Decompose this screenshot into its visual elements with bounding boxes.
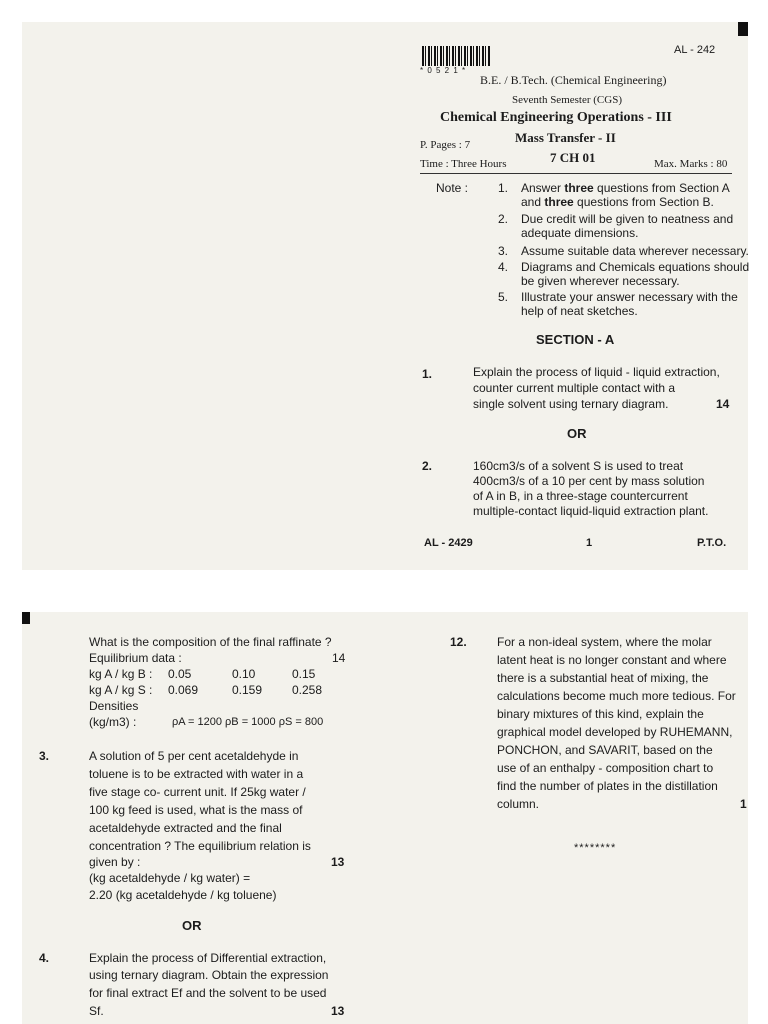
q4-marks: 13 (331, 1004, 345, 1018)
densities-label: Densities (89, 699, 139, 713)
q2-marks: 14 (332, 651, 346, 665)
footer-page-number: 1 (586, 537, 593, 549)
degree: B.E. / B.Tech. (Chemical Engineering) (480, 73, 667, 87)
densities-unit: (kg/m3) : (89, 715, 137, 729)
or-divider: OR (567, 426, 587, 441)
q2-line: 400cm3/s of a 10 per cent by mass solution (473, 474, 705, 488)
footer-pto: P.T.O. (697, 537, 727, 549)
q2-number: 2. (422, 459, 433, 473)
course-code: 7 CH 01 (550, 150, 596, 165)
max-marks: Max. Marks : 80 (654, 158, 728, 170)
eq-row-1-value: 0.05 (168, 667, 192, 681)
end-marker: ******** (574, 842, 617, 854)
q3-line: 2.20 (kg acetaldehyde / kg toluene) (89, 888, 277, 902)
q4-line: using ternary diagram. Obtain the expression (89, 968, 329, 982)
q3-line: acetaldehyde extracted and the final (89, 821, 282, 835)
raffinate-question: What is the composition of the final raffinate ? (89, 635, 332, 649)
note-5: 5. Illustrate your answer necessary with the help of neat sketches. (498, 290, 738, 318)
q12-line: use of an enthalpy - composition chart to (497, 761, 714, 775)
q1-line: single solvent using ternary diagram. (473, 397, 669, 411)
q3-number: 3. (39, 749, 50, 763)
corner-mark (738, 22, 748, 36)
header-rule (420, 173, 732, 174)
pages-count: P. Pages : 7 (420, 139, 471, 151)
q12-number: 12. (450, 635, 467, 649)
q3-marks: 13 (331, 855, 345, 869)
q4-number: 4. (39, 951, 50, 965)
exam-page-2 (22, 612, 748, 1024)
eq-row-1-value: 0.15 (292, 667, 316, 681)
q4-line: Explain the process of Differential extraction, (89, 951, 327, 965)
q3-line: A solution of 5 per cent acetaldehyde in (89, 749, 299, 763)
q2-line: multiple-contact liquid-liquid extraction plant. (473, 504, 709, 518)
q3-line: 100 kg feed is used, what is the mass of (89, 803, 303, 817)
paper-code-top: AL - 242 (674, 44, 716, 56)
footer-paper-code: AL - 2429 (424, 537, 473, 549)
section-heading: SECTION - A (536, 332, 615, 347)
eq-row-1-label: kg A / kg B : (89, 667, 153, 681)
q12-line: latent heat is no longer constant and where (497, 653, 727, 667)
q12-marks: 1 (740, 797, 747, 811)
q12-line: calculations become much more tedious. For (497, 689, 736, 703)
q12-line: For a non-ideal system, where the molar (497, 635, 712, 649)
subtitle: Mass Transfer - II (515, 130, 616, 145)
exam-page-1 (22, 22, 748, 570)
q1-marks: 14 (716, 397, 730, 411)
q3-line: given by : (89, 855, 141, 869)
q4-line: Sf. (89, 1004, 104, 1018)
q1-line: counter current multiple contact with a (473, 381, 676, 395)
q12-line: PONCHON, and SAVARIT, based on the (497, 743, 713, 757)
eq-row-1-value: 0.10 (232, 667, 256, 681)
q12-line: column. (497, 797, 540, 811)
eq-row-2-label: kg A / kg S : (89, 683, 153, 697)
or-divider: OR (182, 918, 202, 933)
q2-line: of A in B, in a three-stage countercurrent (473, 489, 688, 503)
note-3: 3. Assume suitable data wherever necessary. (498, 244, 749, 258)
q3-line: five stage co- current unit. If 25kg water / (89, 785, 306, 799)
q12-line: graphical model developed by RUHEMANN, (497, 725, 733, 739)
q1-line: Explain the process of liquid - liquid extraction, (473, 365, 720, 379)
note-4: 4. Diagrams and Chemicals equations should be given wherever necessary. (498, 260, 750, 288)
corner-mark (22, 612, 30, 624)
eq-row-2-value: 0.159 (232, 683, 263, 697)
note-label: Note : (436, 181, 469, 195)
time: Time : Three Hours (420, 158, 507, 170)
equilibrium-label: Equilibrium data : (89, 651, 182, 665)
q4-line: for final extract Ef and the solvent to be used (89, 986, 327, 1000)
subject-title: Chemical Engineering Operations - III (440, 110, 672, 125)
q3-line: (kg acetaldehyde / kg water) = (89, 871, 251, 885)
eq-row-2-value: 0.258 (292, 683, 323, 697)
barcode (422, 46, 490, 66)
note-2: 2. Due credit will be given to neatness and adequate dimensions. (498, 212, 734, 240)
note-1: 1. Answer three questions from Section A and three questions from Section B. (498, 181, 730, 209)
barcode-number: * 0 5 2 1 * (420, 66, 467, 75)
eq-row-2-value: 0.069 (168, 683, 199, 697)
q1-number: 1. (422, 367, 433, 381)
q2-line: 160cm3/s of a solvent S is used to treat (473, 459, 684, 473)
q12-line: there is a substantial heat of mixing, the (497, 671, 709, 685)
semester: Seventh Semester (CGS) (512, 94, 622, 106)
q12-line: find the number of plates in the distillation (497, 779, 718, 793)
densities-values: ρA = 1200 ρB = 1000 ρS = 800 (172, 716, 324, 728)
q12-line: binary mixtures of this kind, explain the (497, 707, 704, 721)
q3-line: toluene is to be extracted with water in a (89, 767, 304, 781)
q3-line: concentration ? The equilibrium relation is (89, 839, 311, 853)
